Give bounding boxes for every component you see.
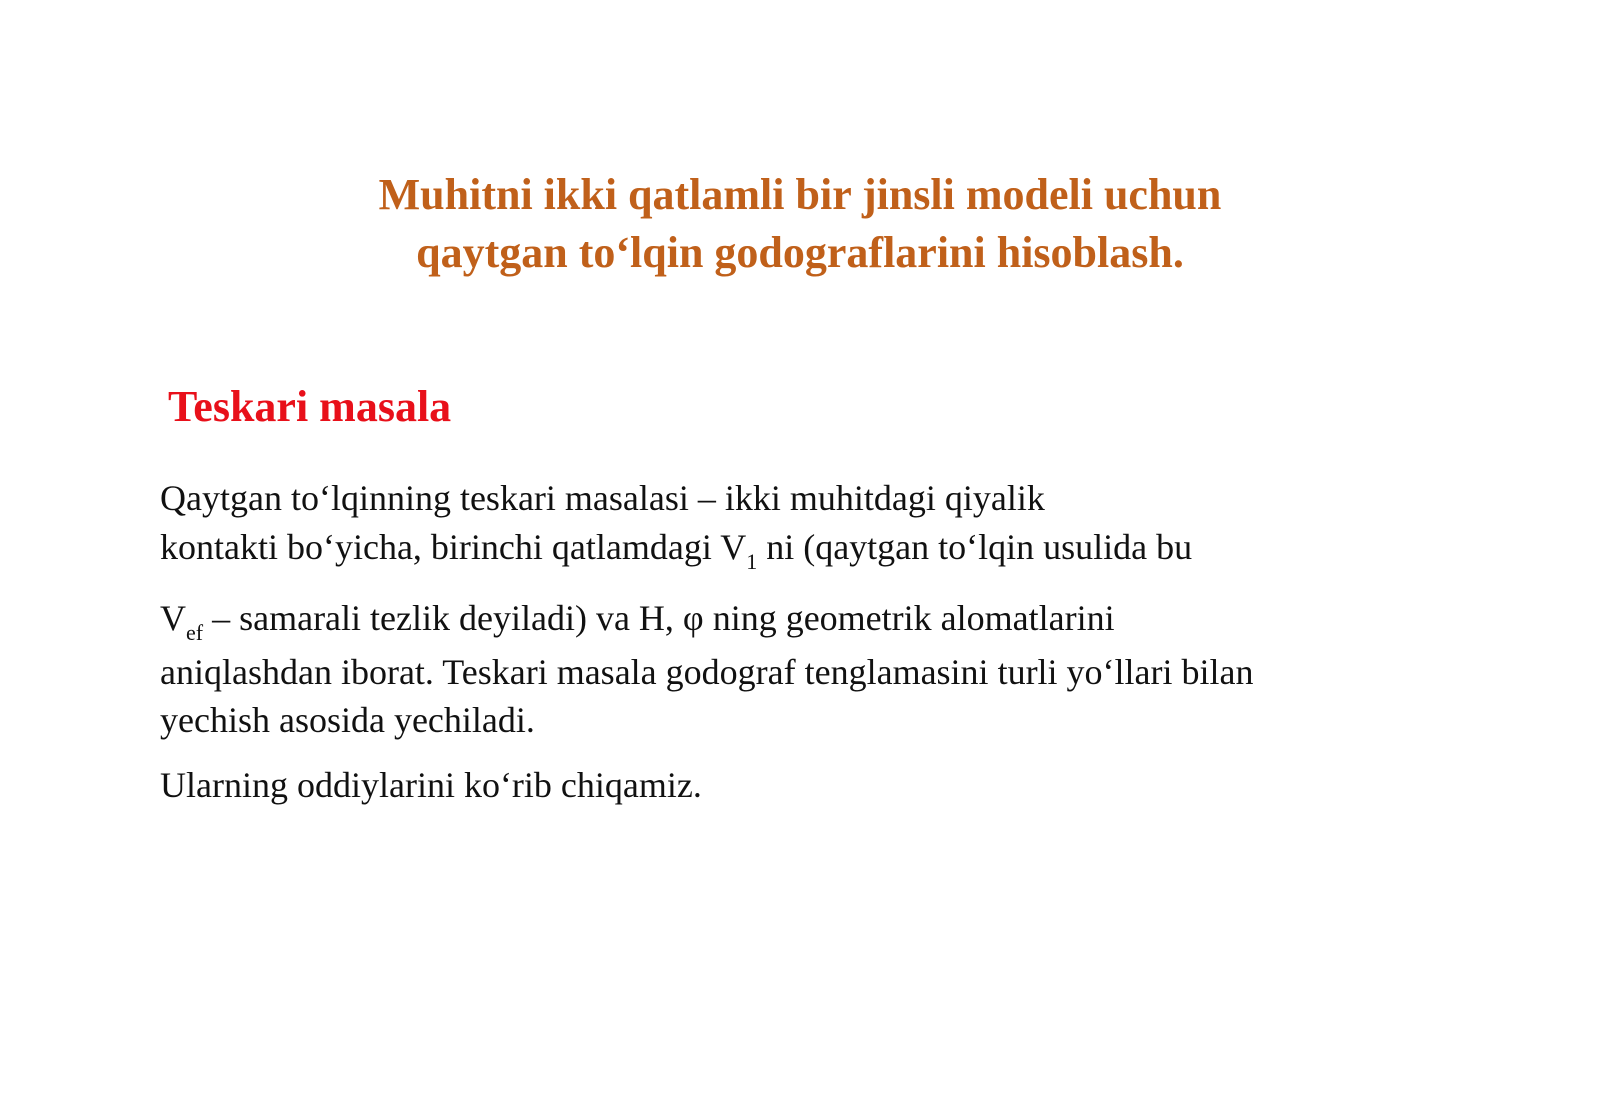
slide-title-line-2: qaytgan to‘lqin godograflarini hisoblash. [416,228,1184,277]
body-line-2-text-after: ni (qaytgan to‘lqin usulida bu [757,527,1193,567]
body-line-3-text-before: V [160,598,186,638]
section-heading: Teskari masala [168,382,452,431]
body-line-1: Qaytgan to‘lqinning teskari masalasi – ikki muhitdagi qiyalik [160,478,1045,518]
slide-title [200,166,1400,282]
v1-subscript: 1 [746,549,758,574]
body-line-2 [160,525,1193,574]
body-line-5: yechish asosida yechiladi. [160,700,535,740]
slide-title-line-1: Muhitni ikki qatlamli bir jinsli modeli uchun [378,170,1222,219]
body-paragraph-2: Ularning oddiylarini ko‘rib chiqamiz. [160,765,702,805]
body-line-3-text-after: – samarali tezlik deyiladi) va H, φ ning geometrik alomatlarini [203,598,1115,638]
vef-subscript: ef [186,620,204,645]
body-line-3 [160,596,1115,645]
body-line-2-text-before: kontakti bo‘yicha, birinchi qatlamdagi V [160,527,747,567]
body-line-4: aniqlashdan iborat. Teskari masala godograf tenglamasini turli yo‘llari bilan [160,652,1254,692]
